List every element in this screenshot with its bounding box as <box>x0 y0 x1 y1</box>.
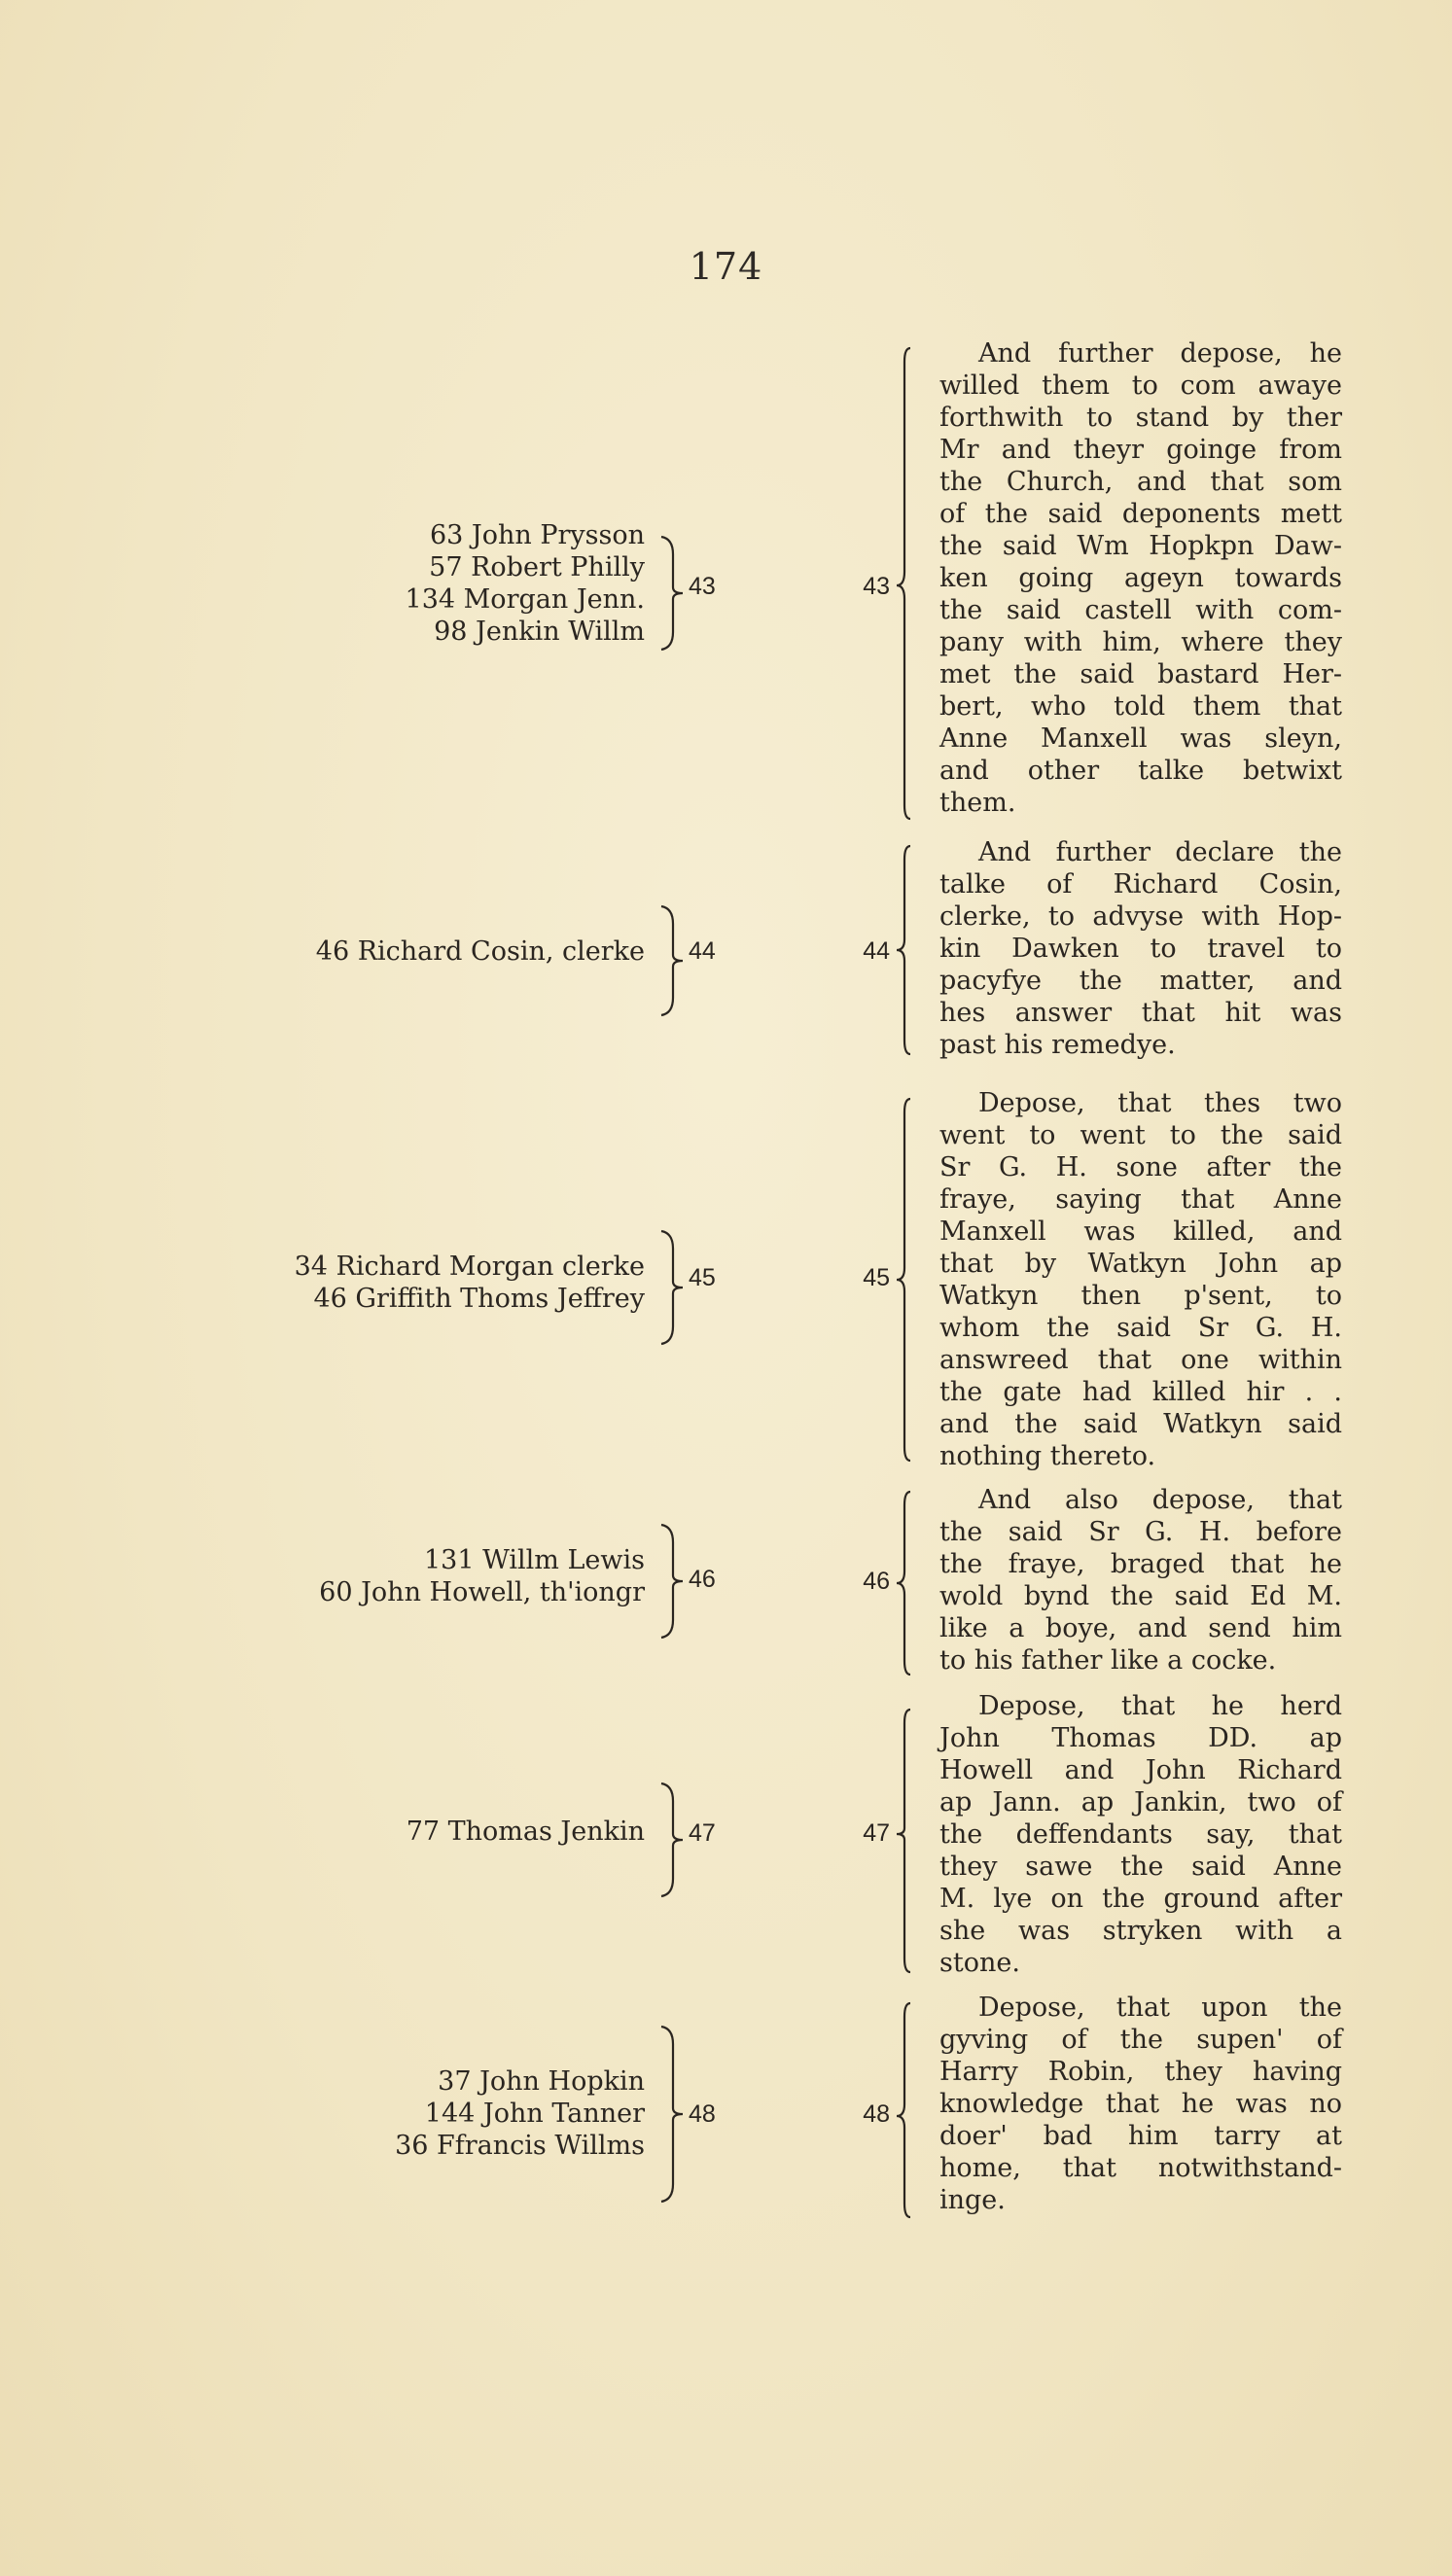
names-brace <box>657 1227 687 1348</box>
deposition-line: ap Jann. ap Jankin, two of <box>939 1787 1342 1817</box>
deposition-number: 48 <box>863 2100 890 2128</box>
name-line: 63 John Prysson <box>429 520 645 550</box>
name-line: 37 John Hopkin <box>438 2066 645 2097</box>
deposition-line: Harry Robin, they having <box>939 2057 1342 2087</box>
page-number: 174 <box>689 245 763 288</box>
names-brace <box>657 1521 687 1641</box>
deposition-number: 46 <box>863 1568 890 1595</box>
deposition-text <box>939 1992 1342 2216</box>
deposition-line: whom the said Sr G. H. <box>939 1313 1342 1343</box>
name-line: 144 John Tanner <box>424 2099 645 2129</box>
deposition-line: Howell and John Richard <box>939 1755 1342 1785</box>
deposition-line: Watkyn then p'sent, to <box>939 1281 1342 1311</box>
deposition-line: And also depose, that <box>978 1485 1342 1515</box>
deposition-line: Depose, that he herd <box>978 1691 1342 1721</box>
names-list <box>395 2065 645 2162</box>
name-line: 60 John Howell, th'iongr <box>319 1577 645 1607</box>
deposition-line: and other talke betwixt <box>939 756 1342 786</box>
deposition-number: 43 <box>863 573 890 600</box>
names-group-number: 48 <box>689 2100 716 2128</box>
deposition-line: the fraye, braged that he <box>939 1549 1342 1579</box>
names-brace <box>657 2023 687 2205</box>
name-line: 77 Thomas Jenkin <box>406 1817 645 1847</box>
deposition-line: pany with him, where they <box>939 627 1342 657</box>
deposition-line: And further declare the <box>978 837 1342 867</box>
deposition-text <box>939 1484 1342 1676</box>
deposition-line: Sr G. H. sone after the <box>939 1152 1342 1182</box>
deposition-brace <box>897 840 936 1060</box>
deposition-line: nothing thereto. <box>939 1441 1156 1471</box>
deposition-line: Depose, that upon the <box>978 1993 1342 2023</box>
deposition-text <box>939 337 1342 819</box>
deposition-line: the Church, and that som <box>939 467 1342 497</box>
deposition-line: that by Watkyn John ap <box>939 1249 1342 1279</box>
deposition-line: John Thomas DD. ap <box>939 1723 1342 1753</box>
deposition-line: M. lye on the ground after <box>939 1884 1342 1914</box>
deposition-line: the deffendants say, that <box>939 1819 1342 1850</box>
names-brace <box>657 1780 687 1900</box>
deposition-number: 47 <box>863 1819 890 1847</box>
names-list <box>319 1544 645 1608</box>
deposition-line: knowledge that he was no <box>939 2089 1342 2119</box>
deposition-text <box>939 1087 1342 1472</box>
deposition-line: them. <box>939 788 1016 818</box>
deposition-line: the said castell with com- <box>939 595 1342 625</box>
deposition-line: she was stryken with a <box>939 1916 1342 1946</box>
deposition-line: doer' bad him tarry at <box>939 2121 1342 2151</box>
deposition-line: met the said bastard Her- <box>939 659 1342 689</box>
deposition-line: Depose, that thes two <box>978 1088 1342 1118</box>
names-list <box>407 1816 645 1848</box>
name-line: 98 Jenkin Willm <box>434 617 645 647</box>
name-line: 34 Richard Morgan clerke <box>294 1252 645 1282</box>
deposition-brace <box>897 1704 936 1978</box>
deposition-line: Manxell was killed, and <box>939 1217 1342 1247</box>
deposition-line: home, that notwithstand- <box>939 2153 1342 2183</box>
names-group-number: 46 <box>689 1566 716 1593</box>
deposition-line: ken going ageyn towards <box>939 563 1342 593</box>
deposition-line: bert, who told them that <box>939 691 1342 722</box>
deposition-line: hes answer that hit was <box>939 998 1342 1028</box>
name-line: 46 Griffith Thoms Jeffrey <box>313 1284 645 1314</box>
deposition-brace <box>897 1486 936 1680</box>
deposition-line: gyving of the supen' of <box>939 2025 1342 2055</box>
deposition-line: forthwith to stand by ther <box>939 403 1342 433</box>
names-brace <box>657 902 687 1019</box>
deposition-line: and the said Watkyn said <box>939 1409 1342 1439</box>
deposition-line: talke of Richard Cosin, <box>939 869 1342 900</box>
deposition-line: pacyfye the matter, and <box>939 966 1342 996</box>
deposition-line: inge. <box>939 2185 1006 2215</box>
name-line: 57 Robert Philly <box>429 552 645 582</box>
deposition-line: of the said deponents mett <box>939 499 1342 529</box>
names-brace <box>657 533 687 653</box>
deposition-line: Mr and theyr goinge from <box>939 435 1342 465</box>
names-list <box>406 519 645 648</box>
deposition-line: the gate had killed hir . . <box>939 1377 1342 1407</box>
deposition-line: went to went to the said <box>939 1120 1342 1150</box>
deposition-text <box>939 1690 1342 1979</box>
name-line: 46 Richard Cosin, clerke <box>315 936 645 967</box>
deposition-brace <box>897 1093 936 1466</box>
deposition-line: past his remedye. <box>939 1030 1176 1060</box>
names-group-number: 45 <box>689 1264 716 1291</box>
deposition-line: Anne Manxell was sleyn, <box>939 723 1342 754</box>
deposition-number: 45 <box>863 1264 890 1291</box>
deposition-number: 44 <box>863 937 890 965</box>
deposition-line: the said Wm Hopkpn Daw- <box>939 531 1342 561</box>
deposition-line: clerke, to advyse with Hop- <box>939 901 1342 932</box>
deposition-brace <box>897 342 936 825</box>
names-group-number: 43 <box>689 573 716 600</box>
deposition-line: wold bynd the said Ed M. <box>939 1581 1342 1611</box>
deposition-line: like a boye, and send him <box>939 1613 1342 1643</box>
name-line: 36 Ffrancis Willms <box>395 2131 645 2161</box>
deposition-line: they sawe the said Anne <box>939 1852 1342 1882</box>
name-line: 134 Morgan Jenn. <box>405 584 645 615</box>
names-list <box>295 1251 645 1315</box>
deposition-line: kin Dawken to travel to <box>939 934 1342 964</box>
name-line: 131 Willm Lewis <box>424 1545 645 1575</box>
deposition-line: the said Sr G. H. before <box>939 1517 1342 1547</box>
names-list <box>316 935 645 968</box>
names-group-number: 44 <box>689 937 716 965</box>
deposition-line: stone. <box>939 1948 1020 1978</box>
deposition-line: And further depose, he <box>978 338 1342 369</box>
deposition-brace <box>897 1997 936 2223</box>
deposition-line: fraye, saying that Anne <box>939 1184 1342 1215</box>
deposition-line: to his father like a cocke. <box>939 1645 1277 1676</box>
names-group-number: 47 <box>689 1819 716 1847</box>
deposition-line: answreed that one within <box>939 1345 1342 1375</box>
deposition-line: willed them to com awaye <box>939 371 1342 401</box>
deposition-text <box>939 836 1342 1061</box>
